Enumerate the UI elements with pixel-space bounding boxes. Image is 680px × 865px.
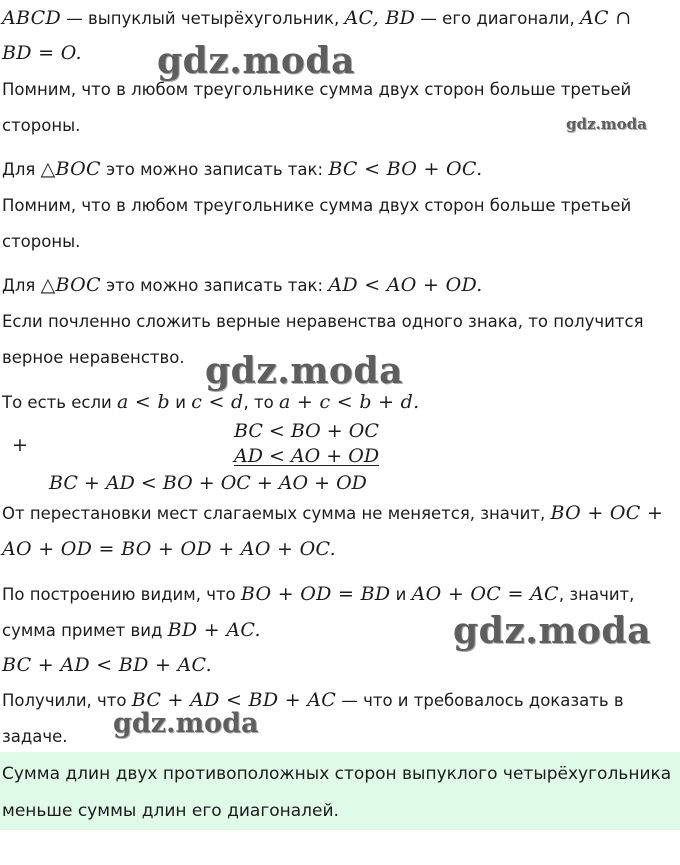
math-expression: BC + AD < BD + AC [131,689,337,711]
watermark: gdz.moda [113,708,259,739]
math-expression: BC < BO + OC. [328,158,483,180]
paragraph-line: Помним, что в любом треугольнике сумма двух сторон больше третьей [2,80,632,99]
math-expression: △BOC [40,158,101,180]
text: От перестановки мест слагаемых сумма не меняется, значит, [2,504,551,523]
math-expression: BD = O. [2,42,82,64]
calc-sum-row: BC + AD < BO + OC + AO + OD [49,472,367,494]
text: и [169,393,192,412]
paragraph-line: задаче. [2,727,68,746]
paragraph-line [2,620,261,641]
math-line [2,539,336,560]
paragraph-line: Помним, что в любом треугольнике сумма двух сторон больше третьей [2,196,632,215]
statement-line [2,8,631,29]
math-expression: a < b [116,391,170,413]
paragraph-line [2,503,663,524]
calc-row-1: BC < BO + OC [234,420,379,442]
statement-line [2,43,82,64]
watermark: gdz.moda [157,40,355,82]
math-expression: AD < AO + OD. [328,274,483,296]
text: Для [2,276,41,295]
paragraph-line: стороны. [2,232,81,251]
math-expression: AC, BD [344,7,416,29]
watermark: gdz.moda [453,610,651,652]
text: сумма примет вид [2,621,168,640]
paragraph-line [2,584,634,605]
inequality-line [2,275,483,296]
plus-sign: + [12,434,28,456]
text: То есть если [2,393,117,412]
math-expression: c < d [191,391,244,413]
math-expression: BC + AD < BD + AC. [2,654,213,676]
text: — что и требовалось доказать в [336,691,624,710]
paragraph-line: Если почленно сложить верные неравенства одного знака, то получится [2,312,644,331]
paragraph-line: стороны. [2,116,81,135]
calc-row-2: AD < AO + OD [234,445,380,467]
conclusion-box [0,752,680,830]
math-line [2,655,212,676]
math-expression: AC ∩ [580,7,632,29]
conclusion-line: меньше суммы длин его диагоналей. [2,801,339,821]
text: Получили, что [2,691,132,710]
math-expression: a + c < b + d. [278,391,420,413]
paragraph-line: верное неравенство. [2,348,185,367]
inequality-line [2,159,482,180]
text: , значит, [558,585,635,604]
text: — его диагонали, [415,9,581,28]
text: это можно записать так: [100,276,329,295]
text: По построению видим, что [2,585,241,604]
text: это можно записать так: [100,160,329,179]
text: , то [243,393,279,412]
conclusion-line: Сумма длин двух противоположных сторон выпуклого четырёхугольника [2,764,672,784]
math-expression: AO + OD = BO + OD + AO + OC. [2,538,336,560]
math-expression: BD + AC. [167,619,261,641]
text: Для [2,160,41,179]
watermark: gdz.moda [566,115,647,133]
watermark: gdz.moda [205,350,403,392]
math-expression: BO + OC + [550,502,664,524]
text: и [390,585,412,604]
rule-line [2,392,419,413]
math-expression: ABCD [2,7,62,29]
math-expression: BO + OD = BD [240,583,391,605]
text: — выпуклый четырёхугольник, [61,9,345,28]
math-expression: AO + OC = AC [411,583,559,605]
paragraph-line [2,690,624,711]
math-expression: △BOC [40,274,101,296]
